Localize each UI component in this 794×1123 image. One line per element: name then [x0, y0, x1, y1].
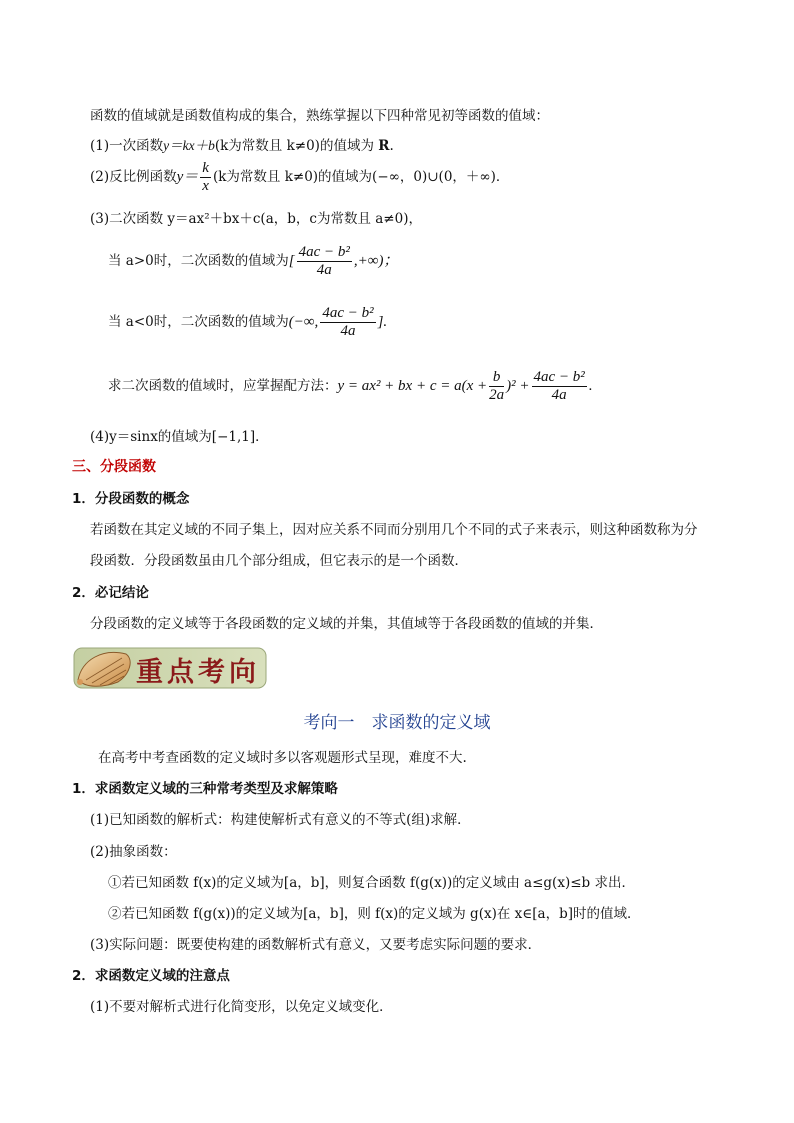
- topic-point-abstract: (2)抽象函数：: [90, 844, 177, 860]
- piecewise-conclusion-line: 分段函数的定义域等于各段函数的定义域的并集，其值域等于各段函数的值域的并集．: [90, 616, 603, 632]
- piecewise-concept-line2: 段函数．分段函数虽由几个部分组成，但它表示的是一个函数．: [90, 553, 468, 569]
- piecewise-subheading-concept: 1．分段函数的概念: [72, 491, 190, 507]
- banner-label: 重点考向: [136, 657, 260, 688]
- topic-point-abstract-b: ②若已知函数 f(g(x))的定义域为[a，b]，则 f(x)的定义域为 g(x)在 x∈[a，b]时的值域．: [108, 906, 641, 922]
- range-item-linear: (1)一次函数y＝kx＋b(k为常数且 k≠0)的值域为 R.: [90, 138, 394, 154]
- section-heading-piecewise: 三、分段函数: [72, 459, 156, 475]
- key-topics-banner: [72, 642, 268, 692]
- range-intro: 函数的值域就是函数值构成的集合，熟练掌握以下四种常见初等函数的值域：: [90, 108, 549, 124]
- fraction-vertex-value: $\frac{\text{4ac − b²}}{4a}$: [298, 244, 350, 278]
- topic-note-1: (1)不要对解析式进行化简变形，以免定义域变化．: [90, 999, 393, 1015]
- topic-point-abstract-a: ①若已知函数 f(x)的定义域为[a，b]，则复合函数 f(g(x))的定义域由 a≤g(x)≤b 求出．: [108, 875, 635, 891]
- topic-point-explicit: (1)已知函数的解析式：构建使解析式有意义的不等式(组)求解．: [90, 812, 471, 828]
- range-item-sine: (4)y＝sinx的值域为[−1,1]．: [90, 429, 269, 445]
- range-item-quadratic: (3)二次函数 y＝ax²＋bx＋c(a，b，c为常数且 a≠0)，: [90, 211, 422, 227]
- range-case-negative: 当 a<0时，二次函数的值域为(−∞, $\frac{\text{4ac − b²}}{4a}$ ].: [108, 305, 388, 339]
- fraction-k-over-x: $\frac{k}{x}$: [202, 160, 209, 194]
- range-item-inverse: (2)反比例函数y＝ $\frac{k}{x}$ (k为常数且 k≠0)的值域为(−∞，0)∪(0，＋∞)．: [90, 160, 510, 194]
- topic-title: 考向一 求函数的定义域: [303, 713, 491, 733]
- fraction-vertex-value: $\frac{\text{4ac − b²}}{4a}$: [322, 305, 374, 339]
- topic-subheading-notes: 2．求函数定义域的注意点: [72, 968, 230, 984]
- piecewise-concept-line1: 若函数在其定义域的不同子集上，因对应关系不同而分别用几个不同的式子来表示，则这种函数称为分: [90, 522, 698, 538]
- fraction-b-over-2a: $\frac{b}{2a}$: [489, 369, 505, 403]
- fraction-vertex-value: $\frac{\text{4ac − b²}}{4a}$: [533, 369, 585, 403]
- topic-subheading-types: 1．求函数定义域的三种常考类型及求解策略: [72, 781, 338, 797]
- topic-point-practical: (3)实际问题：既要使构建的函数解析式有意义，又要考虑实际问题的要求．: [90, 937, 542, 953]
- topic-intro: 在高考中考查函数的定义域时多以客观题形式呈现，难度不大.: [98, 750, 467, 766]
- range-case-positive: 当 a>0时，二次函数的值域为[ $\frac{\text{4ac − b²}}{4a}$ ,+∞)；: [108, 244, 399, 278]
- range-method: 求二次函数的值域时，应掌握配方法：y = ax² + bx + c = a(x + $\frac{b}{2a}$ )² + $\frac{\text{4ac − b²}}{4a}$ .: [108, 369, 593, 403]
- piecewise-subheading-conclusion: 2．必记结论: [72, 585, 149, 601]
